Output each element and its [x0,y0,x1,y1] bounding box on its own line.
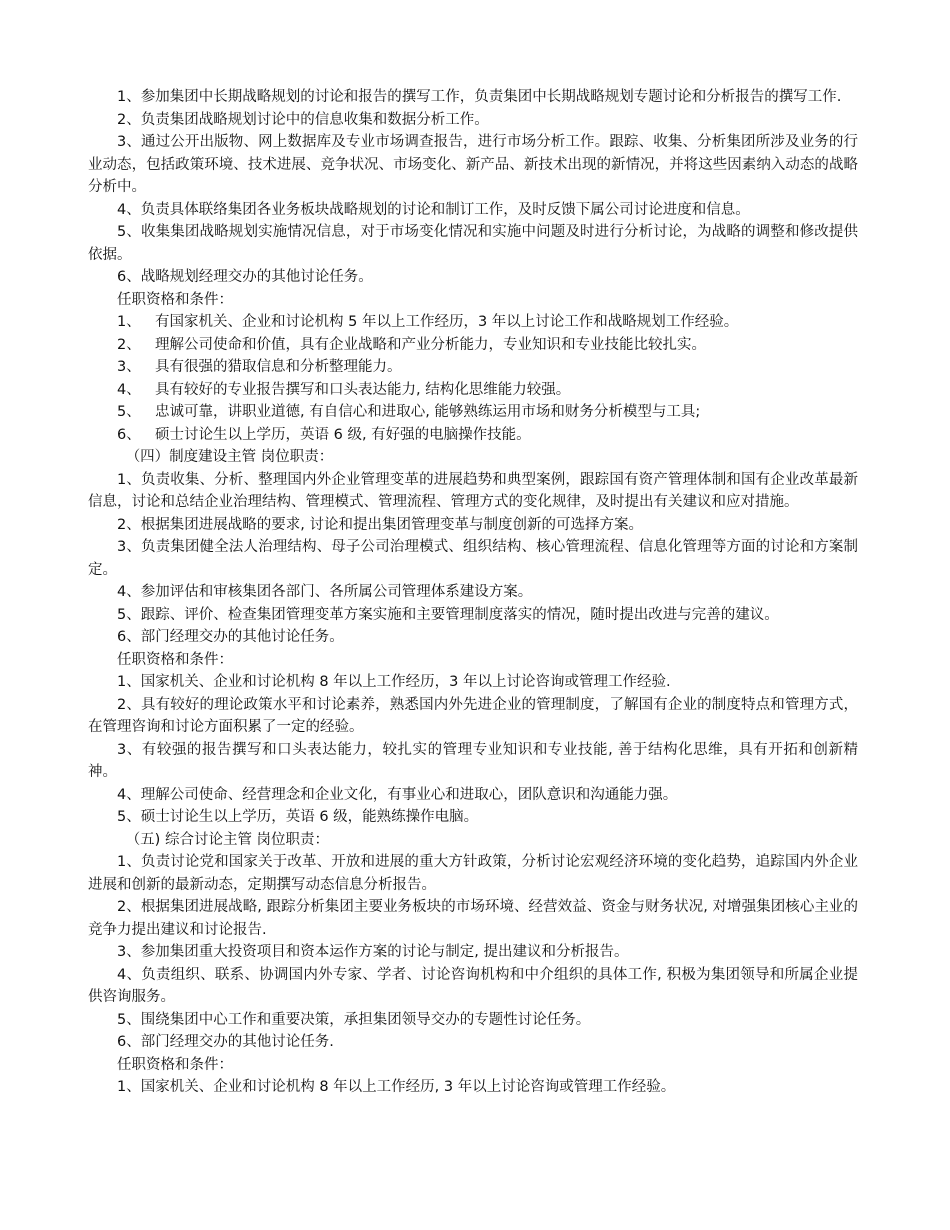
duty-item: 1、负责收集、分析、整理国内外企业管理变革的进展趋势和典型案例，跟踪国有资产管理体制和国有企业改革最新信息，讨论和总结企业治理结构、管理模式、管理流程、管理方式的变化规律，及时提出有关建议和应对措施。 [88,471,858,510]
requirement-text: 理解公司使命和价值，具有企业战略和产业分析能力，专业知识和专业技能比较扎实。 [155,336,706,353]
duty-item: 5、收集集团战略规划实施情况信息，对于市场变化情况和实施中问题及时进行分析讨论，为战略的调整和修改提供依据。 [88,224,858,263]
requirement-number: 2、 [117,336,141,353]
requirements-heading: 任职资格和条件： [117,651,233,668]
requirement-number: 6、 [117,426,141,443]
duty-item: 1、负责讨论党和国家关于改革、开放和进展的重大方针政策，分析讨论宏观经济环境的变化趋势，追踪国内外企业进展和创新的最新动态，定期撰写动态信息分析报告。 [88,854,858,893]
duty-item: 4、参加评估和审核集团各部门、各所属公司管理体系建设方案。 [117,584,533,600]
requirement-item: 3、有较强的报告撰写和口头表达能力，较扎实的管理专业知识和专业技能, 善于结构化思维，具有开拓和创新精神。 [88,741,858,780]
duty-item: 3、通过公开出版物、网上数据库及专业市场调查报告，进行市场分析工作。跟踪、收集、分析集团所涉及业务的行业动态，包括政策环境、技术进展、竞争状况、市场变化、新产品、新技术出现的新情况，并将这些因素纳入动态的战略分析中。 [88,134,858,195]
requirement-item [88,424,858,447]
section-heading: （四）制度建设主管 岗位职责： [125,449,334,465]
requirement-text: 具有较好的专业报告撰写和口头表达能力, 结构化思维能力较强。 [155,381,571,398]
duty-item: 2、根据集团进展战略, 跟踪分析集团主要业务板块的市场环境、经营效益、资金与财务状况, 对增强集团核心主业的竞争力提出建议和讨论报告. [88,899,858,938]
document-page [88,86,858,1099]
duty-item: 2、负责集团战略规划讨论中的信息收集和数据分析工作。 [117,111,489,128]
requirement-item [88,356,858,379]
requirement-number: 4、 [117,381,141,398]
duty-item: 4、负责具体联络集团各业务板块战略规划的讨论和制订工作，及时反馈下属公司讨论进度和信息。 [117,201,750,218]
duty-item: 5、跟踪、评价、检查集团管理变革方案实施和主要管理制度落实的情况，随时提出改进与完善的建议。 [117,606,779,623]
requirement-text: 硕士讨论生以上学历，英语 6 级, 有好强的电脑操作技能。 [155,426,531,443]
duty-item: 6、部门经理交办的其他讨论任务。 [117,629,344,645]
duty-item: 3、负责集团健全法人治理结构、母子公司治理模式、组织结构、核心管理流程、信息化管理等方面的讨论和方案制定。 [88,539,858,578]
duty-item: 6、部门经理交办的其他讨论任务. [117,1034,334,1050]
duty-item: 4、负责组织、联系、协调国内外专家、学者、讨论咨询机构和中介组织的具体工作, 积极为集团领导和所属企业提供咨询服务。 [88,966,858,1005]
duty-item: 3、参加集团重大投资项目和资本运作方案的讨论与制定, 提出建议和分析报告。 [117,944,629,960]
requirement-number: 3、 [117,359,141,375]
duty-item: 5、围绕集团中心工作和重要决策，承担集团领导交办的专题性讨论任务。 [117,1011,591,1028]
requirement-item [88,311,858,334]
requirement-text: 忠诚可靠，讲职业道德, 有自信心和进取心, 能够熟练运用市场和财务分析模型与工具; [155,404,701,420]
requirement-item [88,334,858,357]
section-heading: （五) 综合讨论主管 岗位职责： [125,831,330,848]
requirement-text: 具有很强的猎取信息和分析整理能力。 [155,359,402,375]
requirement-item: 2、具有较好的理论政策水平和讨论素养，熟悉国内外先进企业的管理制度，了解国有企业的制度特点和管理方式，在管理咨询和讨论方面积累了一定的经验。 [88,696,858,735]
requirement-number: 1、 [117,314,141,330]
requirement-number: 5、 [117,404,141,420]
requirement-item: 5、硕士讨论生以上学历，英语 6 级，能熟练操作电脑。 [117,809,479,825]
requirement-text: 有国家机关、企业和讨论机构 5 年以上工作经历，3 年以上讨论工作和战略规划工作经验。 [155,314,739,330]
requirements-heading: 任职资格和条件： [117,291,233,308]
requirement-item [88,401,858,424]
requirement-item: 4、理解公司使命、经营理念和企业文化，有事业心和进取心，团队意识和沟通能力强。 [117,786,678,803]
requirements-heading: 任职资格和条件： [117,1056,233,1073]
duty-item: 6、战略规划经理交办的其他讨论任务。 [117,269,373,285]
requirement-item: 1、国家机关、企业和讨论机构 8 年以上工作经历, 3 年以上讨论咨询或管理工作经验。 [117,1079,676,1095]
requirement-item: 1、国家机关、企业和讨论机构 8 年以上工作经历，3 年以上讨论咨询或管理工作经验. [117,674,671,690]
duty-item: 1、参加集团中长期战略规划的讨论和报告的撰写工作，负责集团中长期战略规划专题讨论和分析报告的撰写工作. [117,89,842,105]
requirement-item [88,379,858,402]
duty-item: 2、根据集团进展战略的要求, 讨论和提出集团管理变革与制度创新的可选择方案。 [117,516,643,533]
